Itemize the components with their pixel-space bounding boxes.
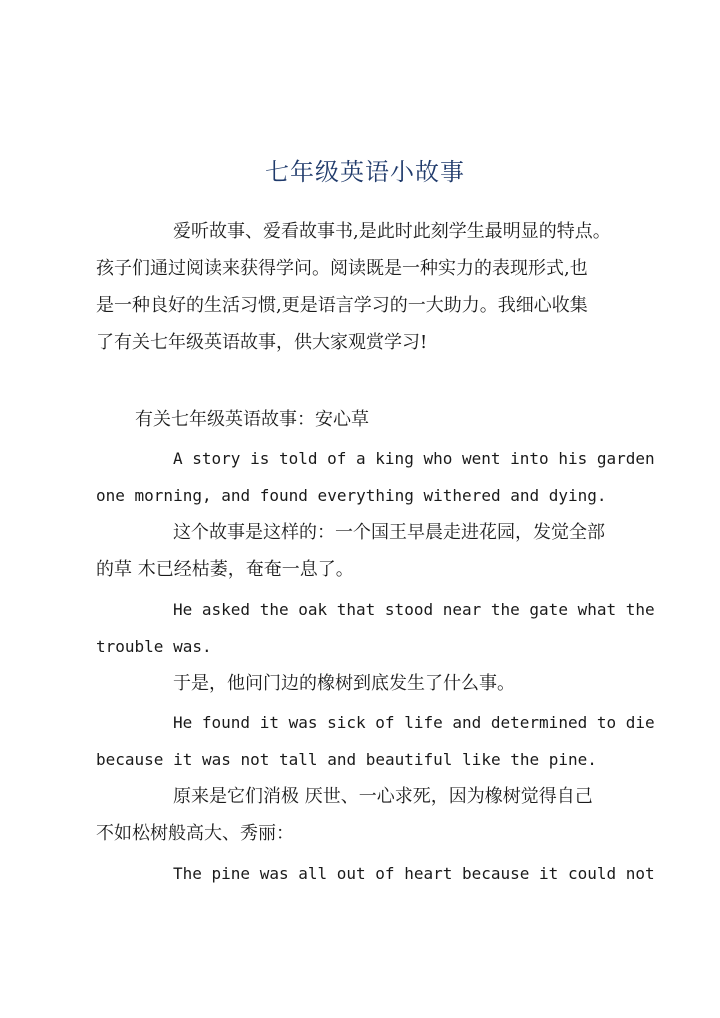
paragraph-line: 是一种良好的生活习惯,更是语言学习的一大助力。我细心收集 — [96, 295, 588, 316]
story-line-english: A story is told of a king who went into his garden — [173, 449, 655, 468]
story-line-english: one morning, and found everything withered and dying. — [96, 486, 607, 505]
paragraph-line: 爱听故事、爱看故事书,是此时此刻学生最明显的特点。 — [173, 221, 611, 242]
story-line-chinese: 这个故事是这样的：一个国王早晨走进花园，发觉全部 — [173, 522, 605, 543]
story-line-english: He found it was sick of life and determined to die — [173, 713, 655, 732]
document-title: 七年级英语小故事 — [265, 158, 465, 186]
story-line-chinese: 原来是它们消极 厌世、一心求死，因为橡树觉得自己 — [173, 786, 593, 807]
story-line-chinese: 不如松树般高大、秀丽： — [96, 823, 294, 844]
paragraph-line: 孩子们通过阅读来获得学问。阅读既是一种实力的表现形式,也 — [96, 258, 588, 279]
story-line-english: He asked the oak that stood near the gate what the — [173, 600, 655, 619]
paragraph-line: 了有关七年级英语故事，供大家观赏学习! — [96, 332, 428, 353]
story-line-english: The pine was all out of heart because it could not — [173, 864, 655, 883]
story-line-english: because it was not tall and beautiful like the pine. — [96, 750, 597, 769]
story-line-chinese: 于是，他问门边的橡树到底发生了什么事。 — [173, 673, 515, 694]
story-line-chinese: 的草 木已经枯萎，奄奄一息了。 — [96, 559, 354, 580]
section-heading: 有关七年级英语故事：安心草 — [135, 409, 369, 430]
story-line-english: trouble was. — [96, 637, 212, 656]
